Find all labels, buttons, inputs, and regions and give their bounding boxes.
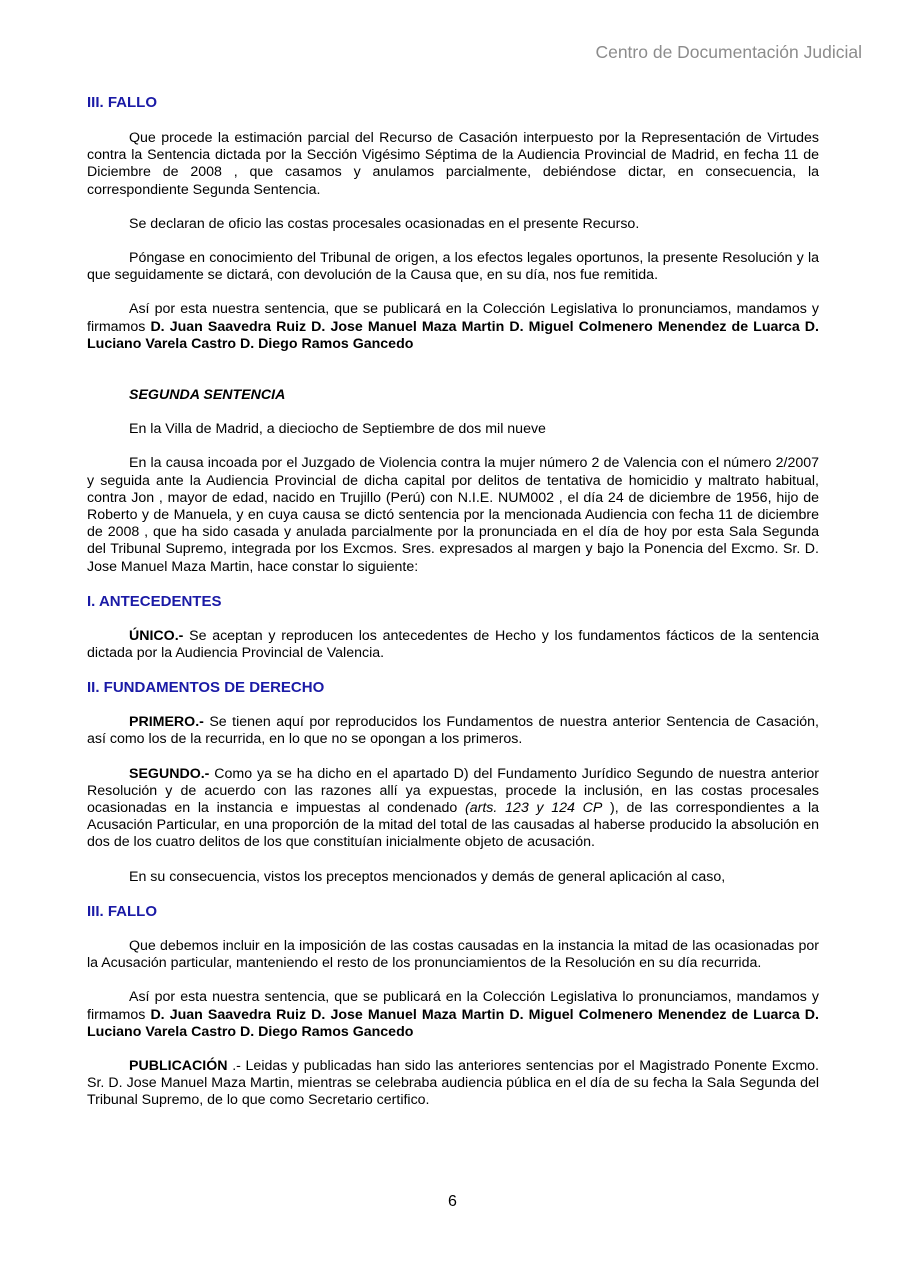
segundo-text-1: Como ya se ha dicho en el apartado D) del Fundamento Jurídico Segundo de nuestra anterior Resolución y de acuerdo con las razones allí ya expuestas, procede la inclusión, en las costas procesales ocasionadas en la instancia e impuestas al condenado: [87, 765, 819, 817]
firma2-judges: D. Juan Saavedra Ruiz D. Jose Manuel Maza Martin D. Miguel Colmenero Menendez de Luarca D. Luciano Varela Castro D. Diego Ramos Gancedo: [87, 1006, 819, 1040]
firma-judges: D. Juan Saavedra Ruiz D. Jose Manuel Maza Martin D. Miguel Colmenero Menendez de Luarca D. Luciano Varela Castro D. Diego Ramos Gancedo: [87, 318, 819, 352]
primero-text: Se tienen aquí por reproducidos los Fundamentos de nuestra anterior Sentencia de Casación, así como los de la recurrida, en lo que no se opongan a los primeros.: [87, 714, 819, 748]
segunda-sentencia-date: En la Villa de Madrid, a dieciocho de Septiembre de dos mil nueve: [129, 421, 546, 438]
segunda-sentencia-title: SEGUNDA SENTENCIA: [129, 387, 286, 404]
unico-text: Se aceptan y reproducen los antecedentes de Hecho y los fundamentos fácticos de la sentencia dictada por la Audiencia Provincial de Valencia.: [87, 627, 819, 662]
fundamentos-paragraph-segundo: [87, 766, 819, 852]
section-heading-fallo-2: III. FALLO: [87, 902, 157, 920]
antecedentes-paragraph-unico: [87, 628, 819, 662]
section-heading-antecedentes: I. ANTECEDENTES: [87, 592, 222, 610]
section-heading-fundamentos: II. FUNDAMENTOS DE DERECHO: [87, 679, 325, 697]
fallo-paragraph-costas: Se declaran de oficio las costas procesales ocasionadas en el presente Recurso.: [129, 215, 640, 232]
document-body: [87, 94, 819, 1110]
fallo2-paragraph-publicacion: [87, 1058, 819, 1110]
publicacion-label: PUBLICACIÓN: [129, 1057, 228, 1074]
unico-label: ÚNICO.-: [129, 627, 184, 644]
segundo-text-2: ), de las correspondientes a la Acusación Particular, en una proporción de la mitad del total de las causadas al haberse producido la absolución en dos de los cuatro delitos de los que constituían inicialmente objeto de acusación.: [87, 800, 819, 851]
segundo-legal-reference: (arts. 123 y 124 CP: [465, 800, 603, 817]
fallo2-paragraph-costas: Que debemos incluir en la imposición de las costas causadas en la instancia la mitad de las ocasionadas por la Acusación particular, manteniendo el resto de los pronunciamientos de la Resolución en su día recurrida.: [87, 937, 819, 972]
fallo-paragraph-firma: [87, 301, 819, 353]
firma-text: Así por esta nuestra sentencia, que se publicará en la Colección Legislativa lo pronunciamos, mandamos y firmamos: [87, 301, 819, 335]
fundamentos-paragraph-consecuencia: En su consecuencia, vistos los preceptos mencionados y demás de general aplicación al caso,: [129, 868, 726, 885]
firma2-text: Así por esta nuestra sentencia, que se publicará en la Colección Legislativa lo pronunciamos, mandamos y firmamos: [87, 989, 819, 1023]
segundo-label: SEGUNDO.-: [129, 765, 210, 782]
primero-label: PRIMERO.-: [129, 714, 204, 731]
segunda-sentencia-intro: En la causa incoada por el Juzgado de Violencia contra la mujer número 2 de Valencia con el número 2/2007 y seguida ante la Audiencia Provincial de dicha capital por delitos de tentativa de homicidio y maltrato habitual, contra Jon , mayor de edad, nacido en Trujillo (Perú) con N.I.E. NUM002 , el día 24 de diciembre de 1956, hijo de Roberto y de Manuela, y en cuya causa se dictó sentencia por la mencionada Audiencia con fecha 11 de diciembre de 2008 , que ha sido casada y anulada parcialmente por la pronunciada en el día de hoy por esta Sala Segunda del Tribunal Supremo, integrada por los Excmos. Sres. expresados al margen y bajo la Ponencia del Excmo. Sr. D. Jose Manuel Maza Martin, hace constar lo siguiente:: [87, 455, 819, 575]
fundamentos-paragraph-primero: [87, 714, 819, 748]
fallo2-paragraph-firma: [87, 989, 819, 1041]
publicacion-text: .- Leidas y publicadas han sido las anteriores sentencias por el Magistrado Ponente Excmo. Sr. D. Jose Manuel Maza Martin, mientras se celebraba audiencia pública en el día de su fecha la Sala Segunda del Tribunal Supremo, de lo que como Secretario certifico.: [87, 1057, 819, 1109]
section-heading-fallo: III. FALLO: [87, 94, 157, 111]
fallo-paragraph-notificacion: Póngase en conocimiento del Tribunal de origen, a los efectos legales oportunos, la presente Resolución y la que seguidamente se dictará, con devolución de la Causa que, en su día, nos fue remitida.: [87, 250, 819, 284]
document-source-header: Centro de Documentación Judicial: [595, 42, 862, 62]
fallo-paragraph-estimacion: Que procede la estimación parcial del Recurso de Casación interpuesto por la Representación de Virtudes contra la Sentencia dictada por la Sección Vigésimo Séptima de la Audiencia Provincial de Madrid, en fecha 11 de Diciembre de 2008 , que casamos y anulamos parcialmente, debiéndose dictar, en consecuencia, la correspondiente Segunda Sentencia.: [87, 130, 819, 198]
page-number: 6: [448, 1193, 457, 1210]
